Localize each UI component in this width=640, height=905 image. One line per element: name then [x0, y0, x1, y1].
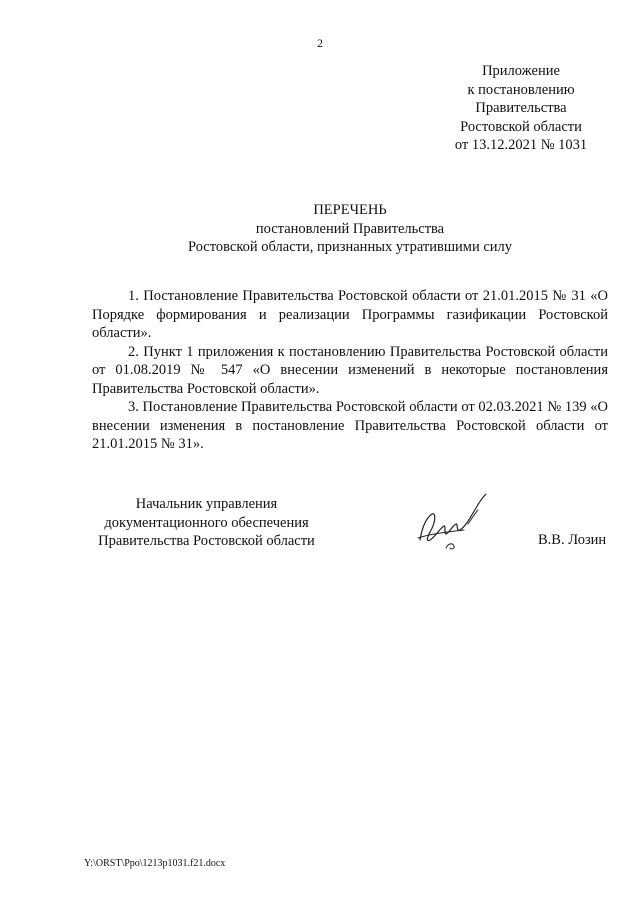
signatory-position-line: Начальник управления	[135, 496, 278, 512]
document-subtitle: Ростовской области, признанных утратившими силу	[187, 239, 513, 255]
signatory-name: В.В. Лозин	[538, 532, 607, 548]
resolution-list	[92, 287, 608, 454]
appendix-line: от 13.12.2021 № 1031	[454, 137, 588, 153]
appendix-line: Ростовской области	[460, 118, 582, 135]
file-path: Y:\ORST\Ppo\1213p1031.f21.docx	[84, 858, 226, 869]
list-item: 1. Постановление Правительства Ростовской области от 21.01.2015 № 31 «О Порядке формирования и реализации Программы газификации Ростовской области».	[92, 288, 608, 341]
document-title: ПЕРЕЧЕНЬ	[313, 202, 387, 218]
list-item: 2. Пункт 1 приложения к постановлению Правительства Ростовской области от 01.08.2019 № 547 «О внесении изменений в некоторые постановления Правительства Ростовской области».	[92, 343, 608, 397]
signatory-position-line: документационного обеспечения	[104, 514, 309, 531]
appendix-header	[436, 62, 606, 155]
signatory-position-line: Правительства Ростовской области	[98, 533, 315, 549]
signatory-position	[84, 495, 329, 551]
document-heading	[0, 201, 640, 257]
document-subtitle: постановлений Правительства	[255, 220, 445, 237]
appendix-line: Приложение	[482, 63, 560, 79]
appendix-line: к постановлению	[467, 81, 575, 98]
page-number: 2	[317, 36, 323, 50]
appendix-line: Правительства	[475, 100, 567, 116]
list-item: 3. Постановление Правительства Ростовской области от 02.03.2021 № 139 «О внесении изменения в постановление Правительства Ростовской области от 21.01.2015 № 31».	[92, 399, 608, 452]
handwritten-signature	[400, 488, 510, 558]
